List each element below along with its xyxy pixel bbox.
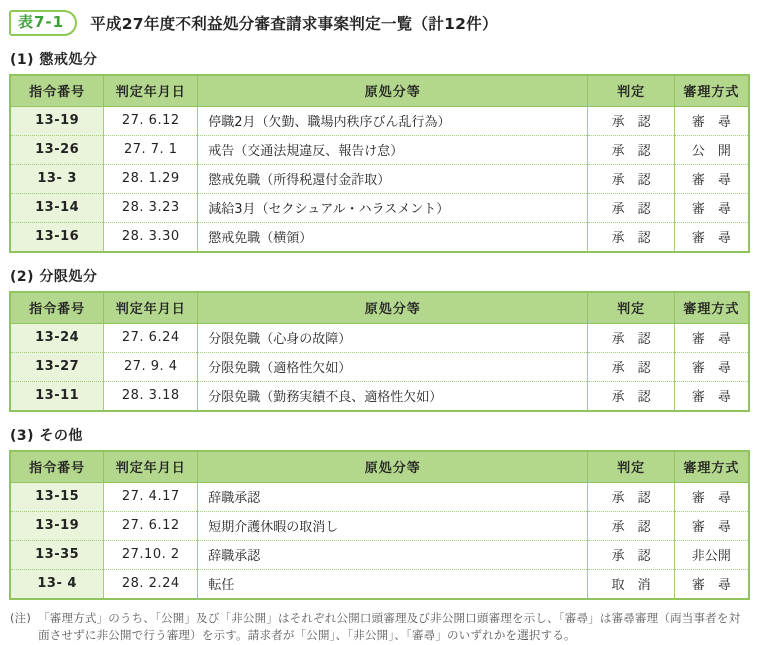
- col-header-order-no: 指令番号: [10, 451, 104, 483]
- cell-disposition: 辞職承認: [198, 541, 588, 570]
- cell-date: 28. 3.30: [104, 223, 198, 253]
- cell-date: 27. 6.12: [104, 107, 198, 136]
- cell-judgment: 承 認: [588, 382, 674, 412]
- cell-method: 審 尋: [674, 324, 749, 353]
- section-heading-other: (3) その他: [10, 428, 83, 444]
- cell-judgment: 承 認: [588, 512, 674, 541]
- col-header-judgment: 判定: [588, 292, 674, 324]
- table-row: [10, 353, 749, 382]
- cell-method: 公 開: [674, 136, 749, 165]
- col-header-method: 審理方式: [674, 292, 749, 324]
- footnote: [10, 610, 750, 645]
- table-row: [10, 136, 749, 165]
- cell-disposition: 短期介護休暇の取消し: [198, 512, 588, 541]
- cell-method: 非公開: [674, 541, 749, 570]
- cell-method: 審 尋: [674, 483, 749, 512]
- cell-order-no: 13-19: [10, 512, 104, 541]
- table-row: [10, 382, 749, 412]
- col-header-disposition: 原処分等: [198, 292, 588, 324]
- col-header-disposition: 原処分等: [198, 75, 588, 107]
- cell-order-no: 13- 4: [10, 570, 104, 600]
- col-header-judgment: 判定: [588, 75, 674, 107]
- col-header-date: 判定年月日: [104, 75, 198, 107]
- col-header-order-no: 指令番号: [10, 292, 104, 324]
- section-heading-disciplinary: (1) 懲戒処分: [10, 52, 98, 68]
- cell-judgment: 承 認: [588, 541, 674, 570]
- table-row: [10, 483, 749, 512]
- cell-disposition: 懲戒免職（横領）: [198, 223, 588, 253]
- cell-disposition: 停職2月（欠勤、職場内秩序びん乱行為）: [198, 107, 588, 136]
- page-header: [9, 10, 750, 36]
- cell-date: 28. 3.23: [104, 194, 198, 223]
- other-table: [9, 450, 750, 600]
- cell-disposition: 戒告（交通法規違反、報告け怠）: [198, 136, 588, 165]
- table-row: [10, 570, 749, 600]
- table-number-badge: 表7-1: [9, 10, 77, 36]
- cell-order-no: 13-11: [10, 382, 104, 412]
- table-row: [10, 223, 749, 253]
- table-row: [10, 324, 749, 353]
- cell-disposition: 辞職承認: [198, 483, 588, 512]
- cell-judgment: 承 認: [588, 107, 674, 136]
- col-header-date: 判定年月日: [104, 292, 198, 324]
- status-table: [9, 291, 750, 412]
- cell-date: 27. 6.12: [104, 512, 198, 541]
- cell-judgment: 承 認: [588, 223, 674, 253]
- cell-order-no: 13-19: [10, 107, 104, 136]
- cell-method: 審 尋: [674, 512, 749, 541]
- section-disciplinary: [9, 49, 750, 253]
- cell-method: 審 尋: [674, 382, 749, 412]
- page-title: 平成27年度不利益処分審査請求事案判定一覧（計12件）: [90, 15, 498, 33]
- cell-date: 27.10. 2: [104, 541, 198, 570]
- col-header-date: 判定年月日: [104, 451, 198, 483]
- col-header-order-no: 指令番号: [10, 75, 104, 107]
- footnote-label: (注): [10, 611, 32, 625]
- cell-judgment: 取 消: [588, 570, 674, 600]
- cell-judgment: 承 認: [588, 483, 674, 512]
- cell-judgment: 承 認: [588, 165, 674, 194]
- table-header-row: [10, 75, 749, 107]
- cell-judgment: 承 認: [588, 353, 674, 382]
- cell-method: 審 尋: [674, 570, 749, 600]
- table-row: [10, 194, 749, 223]
- cell-order-no: 13-24: [10, 324, 104, 353]
- table-header-row: [10, 292, 749, 324]
- cell-disposition: 減給3月（セクシュアル・ハラスメント）: [198, 194, 588, 223]
- cell-judgment: 承 認: [588, 194, 674, 223]
- cell-judgment: 承 認: [588, 324, 674, 353]
- cell-disposition: 分限免職（適格性欠如）: [198, 353, 588, 382]
- cell-disposition: 分限免職（勤務実績不良、適格性欠如）: [198, 382, 588, 412]
- cell-date: 27. 9. 4: [104, 353, 198, 382]
- cell-date: 27. 6.24: [104, 324, 198, 353]
- cell-judgment: 承 認: [588, 136, 674, 165]
- cell-order-no: 13-27: [10, 353, 104, 382]
- cell-order-no: 13- 3: [10, 165, 104, 194]
- cell-method: 審 尋: [674, 194, 749, 223]
- cell-date: 28. 3.18: [104, 382, 198, 412]
- col-header-disposition: 原処分等: [198, 451, 588, 483]
- cell-date: 27. 4.17: [104, 483, 198, 512]
- footnote-text: 「審理方式」のうち、「公開」及び「非公開」はそれぞれ公開口頭審理及び非公開口頭審理を示し、「審尋」は審尋審理（両当事者を対面させずに非公開で行う審理）を示す。請求者が「公開」、「非公開」、「審尋」のいずれかを選択する。: [38, 611, 741, 643]
- col-header-judgment: 判定: [588, 451, 674, 483]
- table-header-row: [10, 451, 749, 483]
- cell-date: 28. 1.29: [104, 165, 198, 194]
- table-row: [10, 165, 749, 194]
- cell-method: 審 尋: [674, 353, 749, 382]
- table-row: [10, 512, 749, 541]
- col-header-method: 審理方式: [674, 451, 749, 483]
- section-heading-status: (2) 分限処分: [10, 269, 98, 285]
- cell-method: 審 尋: [674, 165, 749, 194]
- cell-disposition: 懲戒免職（所得税還付金詐取）: [198, 165, 588, 194]
- table-row: [10, 107, 749, 136]
- cell-disposition: 分限免職（心身の故障）: [198, 324, 588, 353]
- cell-order-no: 13-14: [10, 194, 104, 223]
- cell-order-no: 13-35: [10, 541, 104, 570]
- disciplinary-table: [9, 74, 750, 253]
- cell-method: 審 尋: [674, 107, 749, 136]
- section-other: [9, 425, 750, 600]
- cell-order-no: 13-16: [10, 223, 104, 253]
- cell-disposition: 転任: [198, 570, 588, 600]
- cell-order-no: 13-26: [10, 136, 104, 165]
- table-row: [10, 541, 749, 570]
- cell-method: 審 尋: [674, 223, 749, 253]
- section-status: [9, 266, 750, 412]
- cell-date: 27. 7. 1: [104, 136, 198, 165]
- cell-date: 28. 2.24: [104, 570, 198, 600]
- col-header-method: 審理方式: [674, 75, 749, 107]
- cell-order-no: 13-15: [10, 483, 104, 512]
